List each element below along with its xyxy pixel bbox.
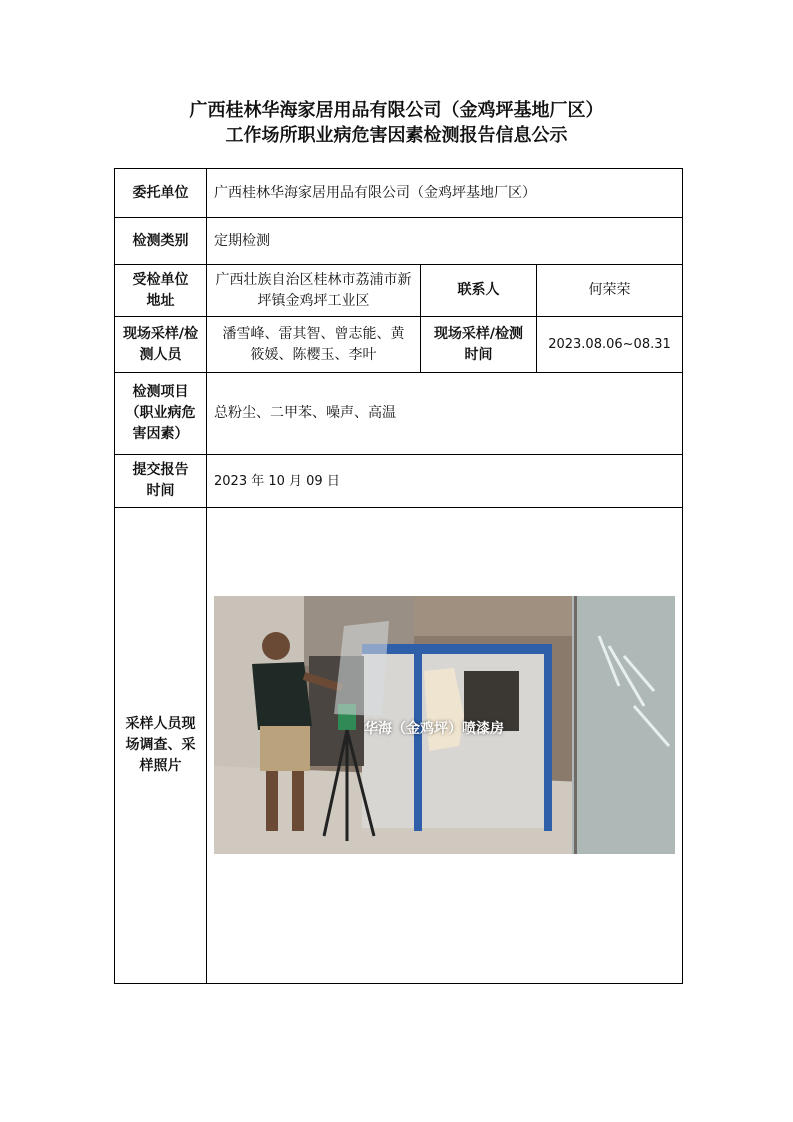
address-label: 受检单位地址 — [115, 265, 207, 317]
report-title-line1: 广西桂林华海家居用品有限公司（金鸡坪基地厂区） — [189, 100, 604, 121]
photo-caption: 华海（金鸡坪）喷漆房 — [364, 721, 504, 737]
staff-value: 潘雪峰、雷其智、曾志能、黄筱媛、陈樱玉、李叶 — [207, 317, 421, 373]
items-label: 检测项目（职业病危害因素） — [115, 373, 207, 455]
staff-label: 现场采样/检测人员 — [115, 317, 207, 373]
submit-value: 2023 年 10 月 09 日 — [207, 455, 683, 508]
items-value: 总粉尘、二甲苯、噪声、高温 — [207, 373, 683, 455]
client-label: 委托单位 — [115, 169, 207, 218]
row-address — [115, 265, 683, 317]
time-value: 2023.08.06~08.31 — [537, 317, 683, 373]
category-label: 检测类别 — [115, 218, 207, 265]
site-photo — [214, 596, 675, 854]
time-label: 现场采样/检测时间 — [421, 317, 537, 373]
row-submit — [115, 455, 683, 508]
contact-value: 何荣荣 — [537, 265, 683, 317]
row-items — [115, 373, 683, 455]
row-photo — [115, 508, 683, 984]
row-category — [115, 218, 683, 265]
submit-label: 提交报告时间 — [115, 455, 207, 508]
photo-label: 采样人员现场调查、采样照片 — [115, 508, 207, 984]
category-value: 定期检测 — [207, 218, 683, 265]
photo-cell — [207, 508, 683, 984]
contact-label: 联系人 — [421, 265, 537, 317]
address-value: 广西壮族自治区桂林市荔浦市新坪镇金鸡坪工业区 — [207, 265, 421, 317]
report-title-line2: 工作场所职业病危害因素检测报告信息公示 — [225, 125, 568, 146]
row-client — [115, 169, 683, 218]
client-value: 广西桂林华海家居用品有限公司（金鸡坪基地厂区） — [207, 169, 683, 218]
info-table — [114, 168, 683, 984]
row-staff — [115, 317, 683, 373]
